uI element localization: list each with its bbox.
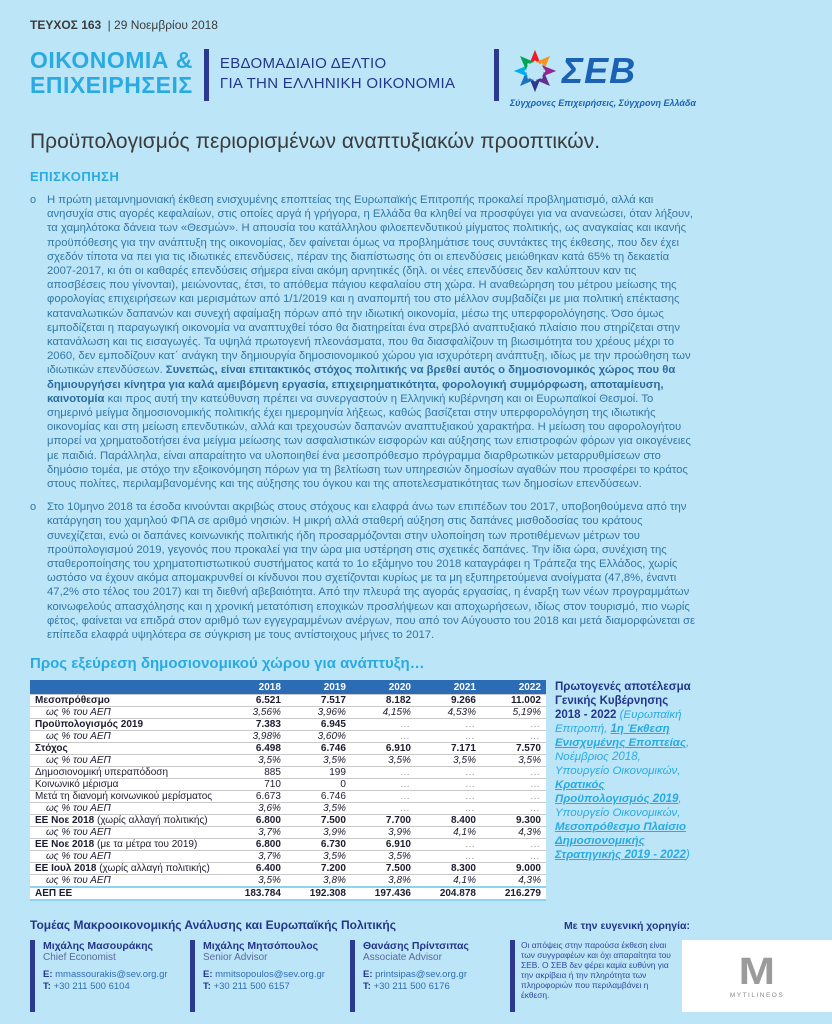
row-label: ως % του ΑΕΠ <box>30 875 221 888</box>
row-value: 3,5% <box>221 875 286 888</box>
source-note-segment[interactable]: Κρατικός Προϋπολογισμός 2019 <box>555 779 679 806</box>
sponsor-logo-box <box>682 940 832 1012</box>
table-row <box>30 875 546 888</box>
overview-bullet-2-text: Στο 10μηνο 2018 τα έσοδα κινούνται ακριβώς στους στόχους και ελαφρά άνω των επιπέδων του 2017, υποβοηθούμενα από την κατάργηση του χαμηλού ΦΠΑ σε αριθμό νησιών. Η μικρή αλλά σταθερή αύξηση στις δαπάνες μισθοδοσίας του κράτους συνεχίζεται, ενώ οι δαπάνες κοινωνικής πολιτικής ήδη προσαρμόζονται στην υλοποίηση των προτιθέμενων μέτρων του προϋπολογισμού 2019, γεγονός που προκαλεί για την ώρα μια υστέρηση στις σχετικές δαπάνες. Την ίδια ώρα, συνέχιση της σταθεροποίησης του χρηματοπιστωτικού συστήματος κατά το 1ο εξάμηνο του 2018 καταγράφει η Τράπεζα της Ελλάδος, χωρίς ωστόσο να έχουν ακόμα απομακρυνθεί οι κίνδυνοι που σχετίζονται κυρίως με τα μη εξυπηρετούμενα ανοίγματα (47,8%, έναντι 47,2% στο τέλος του 2017) και τη διεθνή αβεβαιότητα. Από την πλευρά της αγοράς εργασίας, η έναρξη των νέων προγραμμάτων κοινωφελούς απασχόλησης και η χρονική μετατόπιση εποχικών προσλήψεων και αποχωρήσεων, ιδίως στον τουρισμό, πιο νωρίς φέτος, φαίνεται να επιδρά στον αριθμό των εγγεγραμμένων ανέργων, που από τον Αύγουστο του 2018 και μετά διαμορφώνεται σε επίπεδα ελαφρά υψηλότερα σε σύγκριση με τους αντίστοιχους μήνες το 2017. <box>47 501 695 642</box>
source-note-segment[interactable]: 1η Έκθεση Ενισχυμένης Εποπτείας <box>555 723 687 750</box>
contact-card <box>30 940 179 1012</box>
row-value: 9.000 <box>481 863 546 875</box>
row-value: 7.500 <box>351 863 416 875</box>
row-value: … <box>481 719 546 731</box>
row-value: 6.746 <box>286 791 351 803</box>
contact-email[interactable]: mmassourakis@sev.org.gr <box>55 969 168 981</box>
row-value: 7.517 <box>286 695 351 707</box>
row-label: ΕΕ Νοε 2018 (χωρίς αλλαγή πολιτικής) <box>30 815 221 827</box>
row-value: 4,1% <box>416 827 481 839</box>
phone-label: T: <box>203 981 211 993</box>
email-label: E: <box>203 969 213 981</box>
row-value: … <box>351 719 416 731</box>
issue-date: | 29 Νοεμβρίου 2018 <box>107 18 218 32</box>
row-value: 6.400 <box>221 863 286 875</box>
contact-role: Associate Advisor <box>363 952 442 964</box>
table-header-row <box>30 680 546 695</box>
row-label: Δημοσιονομική υπεραπόδοση <box>30 767 221 779</box>
row-value: 4,1% <box>416 875 481 888</box>
row-value: 3,7% <box>221 827 286 839</box>
source-note-segment[interactable]: Μεσοπρόθεσμο Πλαίσιο Δημοσιονομικής Στρατηγικής 2019 - 2022 <box>555 821 687 862</box>
phone-label: T: <box>43 981 51 993</box>
overview-bullet-1 <box>30 193 696 491</box>
source-note-segment: Πρωτογενές αποτέλεσμα Γενικής Κυβέρνησης 2018 - 2022 <box>555 681 691 722</box>
row-value: 3,5% <box>286 803 351 815</box>
row-value: 199 <box>286 767 351 779</box>
contact-role: Chief Economist <box>43 952 116 964</box>
sev-logo <box>510 46 696 108</box>
row-value: 8.400 <box>416 815 481 827</box>
table-row <box>30 839 546 851</box>
footer-department-heading: Τομέας Μακροοικονομικής Ανάλυσης και Ευρωπαϊκής Πολιτικής <box>30 918 396 933</box>
table-source-note <box>555 680 696 901</box>
row-value: 192.308 <box>286 887 351 900</box>
row-value: 3,7% <box>221 851 286 863</box>
row-value: … <box>351 791 416 803</box>
row-label: Μετά τη διανομή κοινωνικού μερίσματος <box>30 791 221 803</box>
table-header-empty <box>30 680 221 695</box>
row-value: … <box>351 731 416 743</box>
table-row <box>30 887 546 900</box>
bullet-1-part-2: και προς αυτή την κατεύθυνση πρέπει να συνεργαστούν η Ελληνική κυβέρνηση και οι Ευρωπαϊκοί Θεσμοί. Το σημερινό μείγμα δημοσιονομικής πολιτικής έχει ημερομηνία λήξεως, καθώς βασίζεται στην υπερφορολόγηση της ιδιωτικής οικονομίας και στη μείωση επενδυτικών, αλλά και τρεχουσών δαπανών αναπτυξιακού χαρακτήρα. Η μείωση του αφορολογήτου μπορεί να χρηματοδοτήσει ένα μείγμα μείωσης των ασφαλιστικών εισφορών και αύξησης των επιστροφών φόρων για οικογένειες με παιδιά. Παράλληλα, είναι απαραίτητο να υλοποιηθεί ένα μεσοπρόθεσμο πρόγραμμα διαρθρωτικών μεταρρυθμίσεων στο δημόσιο τομέα, με στόχο την εξοικονόμηση πόρων για τη βελτίωση των υπηρεσιών δημοσίων αγαθών που προσφέρει το κράτος στους πολίτες, περιλαμβανομένης και της αύξησης του όγκου και της αποτελεσματικότητας των δημοσίων επενδύσεων. <box>47 392 691 491</box>
row-label: ως % του ΑΕΠ <box>30 803 221 815</box>
row-label: Μεσοπρόθεσμο <box>30 695 221 707</box>
contact-email-line <box>363 969 499 981</box>
row-value: 6.673 <box>221 791 286 803</box>
row-value: 710 <box>221 779 286 791</box>
masthead <box>30 48 696 118</box>
table-row <box>30 743 546 755</box>
source-note-segment: , Νοέμβριος 2018, Υπουργείο Οικονομικών, <box>555 737 690 778</box>
row-value: … <box>351 803 416 815</box>
row-value: 3,56% <box>221 707 286 719</box>
table-row <box>30 767 546 779</box>
row-value: 204.878 <box>416 887 481 900</box>
row-value: … <box>416 719 481 731</box>
sev-logo-text: ΣΕΒ <box>561 50 637 91</box>
footer-cards <box>30 940 785 1012</box>
overview-bullet-1-text <box>47 193 696 491</box>
issue-line <box>30 18 696 32</box>
row-label: ως % του ΑΕΠ <box>30 707 221 719</box>
row-value: 6.730 <box>286 839 351 851</box>
row-value: 183.784 <box>221 887 286 900</box>
row-value: … <box>416 767 481 779</box>
row-value: 6.945 <box>286 719 351 731</box>
row-value: 216.279 <box>481 887 546 900</box>
row-value: 4,3% <box>481 875 546 888</box>
row-value: 6.800 <box>221 815 286 827</box>
subtitle-line-1: ΕΒΔΟΜΑΔΙΑΙΟ ΔΕΛΤΙΟ <box>219 55 387 72</box>
row-value: … <box>481 839 546 851</box>
year-column-header: 2020 <box>351 680 416 695</box>
row-value: 8.182 <box>351 695 416 707</box>
issue-number: ΤΕΥΧΟΣ 163 <box>30 18 102 32</box>
brand-line-1: ΟΙΚΟΝΟΜΙΑ & <box>30 47 193 73</box>
table-row <box>30 731 546 743</box>
row-label: ως % του ΑΕΠ <box>30 755 221 767</box>
row-value: 6.498 <box>221 743 286 755</box>
row-value: 9.266 <box>416 695 481 707</box>
table-row <box>30 827 546 839</box>
year-column-header: 2021 <box>416 680 481 695</box>
sponsor-heading: Με την ευγενική χορηγία: <box>563 920 690 933</box>
sev-tagline: Σύγχρονες Επιχειρήσεις, Σύγχρονη Ελλάδα <box>509 98 696 108</box>
phone-label: T: <box>363 981 371 993</box>
bullet-marker: o <box>30 194 37 206</box>
row-value: 3,5% <box>351 755 416 767</box>
table-section <box>30 680 696 901</box>
row-value: 7.700 <box>351 815 416 827</box>
row-label: ΕΕ Ιουλ 2018 (χωρίς αλλαγή πολιτικής) <box>30 863 221 875</box>
row-value: … <box>481 779 546 791</box>
row-value: 3,98% <box>221 731 286 743</box>
contact-phone: +30 211 500 6104 <box>53 981 130 993</box>
row-label: Κοινωνικό μέρισμα <box>30 779 221 791</box>
row-value: … <box>416 731 481 743</box>
row-value: … <box>416 791 481 803</box>
subtitle-line-2: ΓΙΑ ΤΗΝ ΕΛΛΗΝΙΚΗ ΟΙΚΟΝΟΜΙΑ <box>219 75 456 92</box>
page-title: Προϋπολογισμός περιορισμένων αναπτυξιακών προοπτικών. <box>30 130 601 153</box>
brand-title <box>30 48 193 98</box>
row-value: 8.300 <box>416 863 481 875</box>
row-value: 4,3% <box>481 827 546 839</box>
footer-headings <box>30 918 696 932</box>
table-row <box>30 719 546 731</box>
row-value: 3,9% <box>351 827 416 839</box>
row-value: 3,5% <box>351 851 416 863</box>
row-value: 3,6% <box>221 803 286 815</box>
row-value: … <box>416 779 481 791</box>
year-column-header: 2022 <box>481 680 546 695</box>
row-value: 9.300 <box>481 815 546 827</box>
bullet-1-part-1: Η πρώτη μεταμνημονιακή έκθεση ενισχυμένης εποπτείας της Ευρωπαϊκής Επιτροπής προκαλεί προβληματισμό, αλλά και ανησυχία στις αγορές κεφαλαίων, στις οποίες αργά ή γρήγορα, η Ελλάδα θα κληθεί να προσφύγει για να ανανεώσει, όταν λήξουν, τα χαμηλότοκα δάνεια των «Θεσμών». Η απουσία του κατάλληλου φιλοεπενδυτικού μίγματος πολιτικής, ως αναγκαίας και ικανής προϋπόθεσης για την ανάπτυξη της οικονομίας, δεν φαίνεται όμως να προβλημάτισε τους συντάκτες της έκθεσης, που δεν έχει σχεδόν τίποτα να πει για τις ιδιωτικές επενδύσεις, πέραν της διαπίστωσης ότι οι επενδύσεις μειώθηκαν κατά 65% τη δεκαετία 2007-2017, κι ότι οι καθαρές επενδύσεις σήμερα είναι ακόμη αρνητικές (δηλ. οι νέες επενδύσεις δεν καλύπτουν καν τις αποσβέσεις που γίνονται), μειώνοντας, έτσι, το απόθεμα πάγιου κεφαλαίου στη χώρα. Η αναθεώρηση του μέτρου μείωσης της φορολογίας επιχειρήσεων και μερισμάτων από 1/1/2019 και η αναπομπή του στο μέλλον συμβαδίζει με μια πολιτική επέκτασης καταναλωτικών δαπανών και συνεχή αφαίμαξη πόρων από την ιδιωτική οικονομία, μέσω της υπερφορολόγησης. Όσο όμως εμποδίζεται η παραγωγική οικονομία να αναπτυχθεί τόσο θα διατηρείται ένα στρεβλό αναπτυξιακό πλαίσιο που στηρίζεται στην κατανάλωση και τις εισαγωγές. Τα υψηλά πρωτογενή πλεονάσματα, που θα διασφαλίζουν τη βιωσιμότητα του χρέους μέχρι το 2060, δεν εμποδίζουν κατ΄ ανάγκη την δημιουργία δημοσιονομικού χώρου για ισχυρότερη ανάπτυξη, ιδίως με την προώθηση των ιδιωτικών επενδύσεων. <box>47 194 694 377</box>
row-value: 11.002 <box>481 695 546 707</box>
contact-email-line <box>43 969 179 981</box>
row-value: 4,53% <box>416 707 481 719</box>
contact-name: Μιχάλης Μασουράκης <box>43 940 154 953</box>
sev-logo-top <box>510 46 696 96</box>
row-value: 6.800 <box>221 839 286 851</box>
row-label: Στόχος <box>30 743 221 755</box>
source-note-segment: ) <box>685 849 690 862</box>
disclaimer-note: Οι απόψεις στην παρούσα έκθεση είναι των συγγραφέων και όχι απαραίτητα του ΣΕΒ. Ο ΣΕΒ δεν φέρει καμία ευθύνη για την ακρίβεια ή την πληρότητα των πληροφοριών που περιλαμβάνει η έκθεση. <box>510 940 671 1012</box>
overview-bullet-2 <box>30 500 696 642</box>
row-value: … <box>481 767 546 779</box>
table-row <box>30 815 546 827</box>
row-value: 5,19% <box>481 707 546 719</box>
row-label: ΕΕ Νοε 2018 (με τα μέτρα του 2019) <box>30 839 221 851</box>
table-row <box>30 803 546 815</box>
row-label: ως % του ΑΕΠ <box>30 851 221 863</box>
contact-phone-line <box>203 981 339 993</box>
row-value: 6.521 <box>221 695 286 707</box>
row-value: 3,96% <box>286 707 351 719</box>
contact-name: Θανάσης Πρίντσιπας <box>363 940 469 953</box>
table-row <box>30 755 546 767</box>
row-label: ΑΕΠ ΕΕ <box>30 887 221 900</box>
row-value: 3,5% <box>481 755 546 767</box>
row-value: 0 <box>286 779 351 791</box>
row-value: 6.746 <box>286 743 351 755</box>
row-value: 3,8% <box>351 875 416 888</box>
table-row <box>30 851 546 863</box>
row-value: 3,5% <box>416 755 481 767</box>
year-column-header: 2018 <box>221 680 286 695</box>
row-value: … <box>481 791 546 803</box>
row-value: 885 <box>221 767 286 779</box>
email-label: E: <box>363 969 373 981</box>
contact-phone: +30 211 500 6176 <box>373 981 450 993</box>
row-value: 3,60% <box>286 731 351 743</box>
sev-pinwheel-icon <box>510 46 560 96</box>
contact-name: Μιχάλης Μητσόπουλος <box>203 940 319 953</box>
row-value: 3,5% <box>286 755 351 767</box>
table-row <box>30 791 546 803</box>
table-row <box>30 695 546 707</box>
row-value: 4,15% <box>351 707 416 719</box>
row-value: 7.200 <box>286 863 351 875</box>
row-value: … <box>351 779 416 791</box>
row-value: 7.383 <box>221 719 286 731</box>
sponsor-name: MYTILINEOS <box>729 991 785 999</box>
row-value: 3,9% <box>286 827 351 839</box>
contact-phone-line <box>363 981 499 993</box>
row-value: 6.910 <box>351 839 416 851</box>
row-value: … <box>416 839 481 851</box>
contact-email-line <box>203 969 339 981</box>
row-value: … <box>351 767 416 779</box>
contact-phone: +30 211 500 6157 <box>213 981 290 993</box>
contact-phone-line <box>43 981 179 993</box>
divider-bar <box>494 49 499 101</box>
row-value: … <box>481 803 546 815</box>
divider-bar <box>204 49 209 101</box>
row-value: … <box>481 731 546 743</box>
table-row <box>30 779 546 791</box>
contact-card <box>190 940 339 1012</box>
brand-line-2: ΕΠΙΧΕΙΡΗΣΕΙΣ <box>30 72 193 98</box>
table-section-title: Προς εξεύρεση δημοσιονομικού χώρου για ανάπτυξη… <box>30 655 425 673</box>
bullet-marker: o <box>30 501 37 514</box>
row-value: 7.171 <box>416 743 481 755</box>
overview-heading: ΕΠΙΣΚΟΠΗΣΗ <box>30 169 120 184</box>
row-value: 7.570 <box>481 743 546 755</box>
row-value: 197.436 <box>351 887 416 900</box>
row-value: 3,5% <box>286 851 351 863</box>
source-note-segment: (Ευρωπαϊκή Επιτροπή, <box>555 709 682 736</box>
contact-email[interactable]: mmitsopoulos@sev.org.gr <box>215 969 325 981</box>
row-value: … <box>416 803 481 815</box>
row-value: 3,8% <box>286 875 351 888</box>
row-value: 7.500 <box>286 815 351 827</box>
contact-card <box>350 940 499 1012</box>
row-value: … <box>481 851 546 863</box>
bullet-1-bold: Συνεπώς, είναι επιτακτικός στόχος πολιτικής να βρεθεί αυτός ο δημοσιονομικός χώρος που θα δημιουργήσει κίνητρα για καλά αμειβόμενη εργασία, επιχειρηματικότητα, φορολογική συμμόρφωση, αποταμίευση, καινοτομία <box>47 364 676 405</box>
source-note-segment: , Υπουργείο Οικονομικών, <box>555 793 682 820</box>
row-value: 6.910 <box>351 743 416 755</box>
table-row <box>30 707 546 719</box>
table-row <box>30 863 546 875</box>
fiscal-table <box>30 680 546 901</box>
row-label: ως % του ΑΕΠ <box>30 731 221 743</box>
row-label: ως % του ΑΕΠ <box>30 827 221 839</box>
masthead-subtitle <box>220 54 455 94</box>
contact-email[interactable]: printsipas@sev.org.gr <box>375 969 467 981</box>
mytilineos-logo-icon: M <box>738 950 776 993</box>
row-label: Προϋπολογισμός 2019 <box>30 719 221 731</box>
row-value: 3,5% <box>221 755 286 767</box>
row-value: … <box>416 851 481 863</box>
contact-role: Senior Advisor <box>203 952 268 964</box>
year-column-header: 2019 <box>286 680 351 695</box>
email-label: E: <box>43 969 53 981</box>
